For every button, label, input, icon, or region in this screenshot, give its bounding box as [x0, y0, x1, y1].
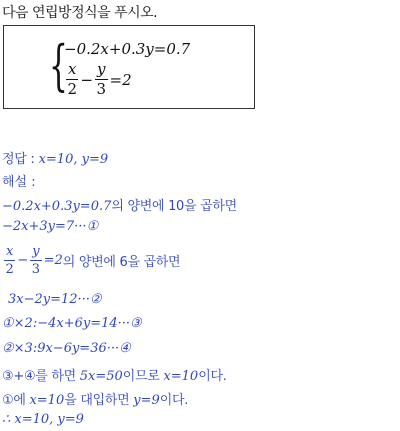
left-brace: { [49, 34, 68, 97]
fraction-x-over-2: $\frac{x}{2}$ [67, 60, 77, 98]
fraction-x-over-2: $\frac{x}{2}$ [5, 244, 14, 277]
solution-line-8: ①에 x=10을 대입하면 y=9이다. [2, 393, 189, 408]
solution-line-2: −2x+3y=7···① [2, 219, 99, 234]
solution-line-3: $\frac{x}{2}$ − $\frac{y}{3}$ =2 의 양변에 6을 곱하면 [5, 244, 181, 277]
explanation-label: 해설 : [2, 175, 36, 190]
solution-line-5: ①×2:−4x+6y=14···③ [2, 316, 142, 331]
final-answer-line: ∴ x=10, y=9 [2, 412, 84, 427]
answer-line: 정답 : x=10, y=9 [2, 152, 109, 167]
fraction-y-over-3: $\frac{y}{3}$ [96, 60, 107, 98]
solution-line-4: 3x−2y=12···② [8, 292, 102, 307]
equation-system-box [3, 25, 255, 109]
question-text: 다음 연립방정식을 푸시오. [2, 5, 158, 21]
fraction-y-over-3: $\frac{y}{3}$ [31, 244, 41, 277]
system-equation-2: $\frac{x}{2}$ − $\frac{y}{3}$ =2 [67, 60, 132, 98]
solution-line-1: −0.2x+0.3y=0.7의 양변에 10을 곱하면 [2, 199, 237, 214]
system-equation-1: −0.2x+0.3y=0.7 [64, 40, 191, 58]
solution-line-6: ②×3:9x−6y=36···④ [2, 341, 131, 356]
solution-line-7: ③+④를 하면 5x=50이므로 x=10이다. [2, 369, 227, 384]
